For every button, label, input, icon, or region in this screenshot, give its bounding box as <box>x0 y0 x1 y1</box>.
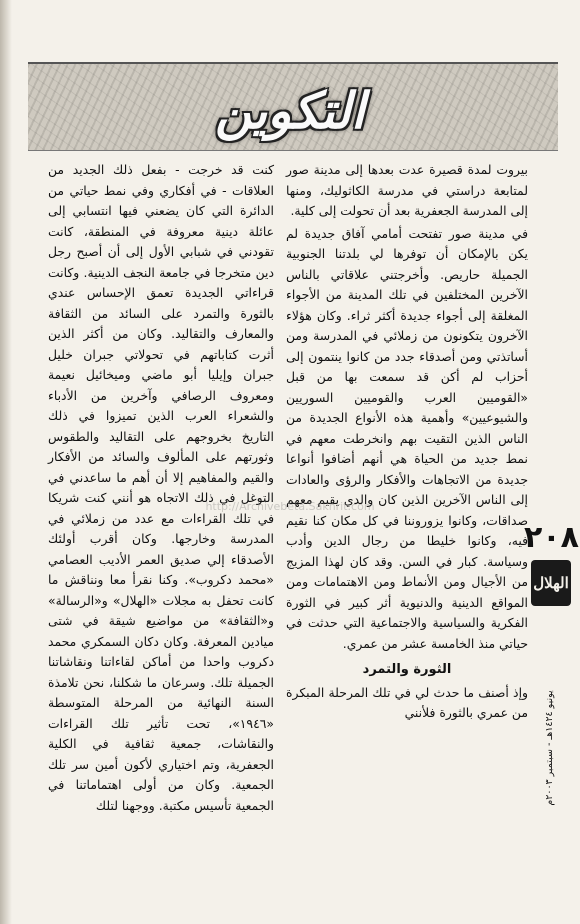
section-title: التكوين <box>215 81 365 140</box>
archive-watermark: http://Archivebeta.Sakhrit.com <box>205 500 375 513</box>
issue-date: يونيو ١٤٢٤هـ - سبتمبر ٢٠٠٣م <box>544 690 555 806</box>
paragraph: في مدينة صور تفتحت أمامي آفاق جديدة لم يكن بالإمكان أن توفرها لي بلدتنا الجنوبية الجميلة حاريص. وأخرجتني علاقاتي بالناس الآخرين المختلفين في تلك المدينة من الأجواء المغلقة إلى أجواء جديدة أكثر ثراء. وكان هؤلاء الآخرون يتكونون من زملائي في المدرسة ومن أساتذتي ومن أصدقاء جدد من كانوا ينتمون إلى أحزاب لم أكن قد سمعت بها من قبل «القوميين العرب والقوميين السوريين والشيوعيين» وأهمية هذه الأنواع الجديدة من الناس الذين التقيت بهم وانخرطت معهم في نمط جديد من الحياة هي أنهم أضافوا أنواعا جديدة من الاتجاهات والأفكار والرؤى والعادات إلى الناس الآخرين الذين كان والدي يقيم معهم صداقات، وكانوا يزوروننا في كل مكان كنا نقيم فيه، وكانوا خليطا من رجال الدين وأدب وسياسة. كبار في السن. وقد كان لهذا المزيج من الأجيال ومن الأنماط ومن الاهتمامات ومن المواقع الدينية والدنيوية أثر كبير في الثورة الفكرية والسياسية والاجتماعية التي حدثت في حياتي منذ الخامسة عشر من عمري. <box>286 225 528 651</box>
page-edge-shadow <box>0 0 12 924</box>
paragraph: وإذ أصنف ما حدث لي في تلك المرحلة المبكرة من عمري بالثورة فلأنني <box>286 684 528 720</box>
right-text-column <box>286 160 528 726</box>
page-number: ٢٠٨ <box>524 520 579 555</box>
section-subheading: الثورة والتمرد <box>362 662 452 677</box>
paragraph: بيروت لمدة قصيرة عدت بعدها إلى مدينة صور لمتابعة دراستي في مدرسة الكاثوليك، ومنها إلى المدرسة الجعفرية بعد أن تحولت إلى كلية. <box>286 162 528 218</box>
paragraph: كنت قد خرجت - بفعل ذلك الجديد من العلاقات - في أفكاري وفي نمط حياتي من الدائرة التي كان يضعني فيها انتسابي إلى عائلة دينية معروفة في المنطقة، كانت تقودني في شبابي الأول إلى أن أصبح رجل دين متخرجا في جامعة النجف الدينية. وكانت قراءاتي الجديدة تعمق الإحساس عندي بالثورة والتمرد على السائد من الثقافة والمعارف والتقاليد. وكان من أكثر الذين أثرت كتاباتهم في تحولاتي جبران خليل جبران وإيليا أبو ماضي وميخائيل نعيمة ومعروف الرصافي وآخرين من الأدباء والشعراء العرب الذين تميزوا في ذلك التاريخ بخروجهم على التقاليد والطقوس وثورتهم على المألوف والسائد من الأفكار والقيم والمفاهيم إلا أن أهم ما ساعدني في التوغل في ذلك الاتجاه هو أنني كنت شريكا في تلك القراءات مع عدد من زملائي في المدرسة وخارجها. وكان أقرب أولئك الأصدقاء إلي صديق العمر الأديب العصامي «محمد دكروب». وكنا نقرأ معا ونناقش ما كانت تحفل به مجلات «الهلال» و«الرسالة» و«الثقافة» من مواضيع شيقة في شتى ميادين المعرفة. وكان دكان السمكري محمد دكروب واحدا من أماكن لقاءاتنا ونقاشاتنا الجميلة تلك. وسرعان ما شكلنا، نحن تلامذة السنة النهائية من المرحلة المتوسطة «١٩٤٦»، تحت تأثير تلك القراءات والنقاشات، جمعية ثقافية في الكلية الجعفرية، وتم اختياري لأكون أمين سر تلك الجمعية. وكان من أولى اهتماماتنا في الجمعية تأسيس مكتبة. ووجهنا لتلك <box>48 162 274 813</box>
left-text-column <box>48 160 274 818</box>
magazine-logo: الهلال <box>531 560 571 606</box>
